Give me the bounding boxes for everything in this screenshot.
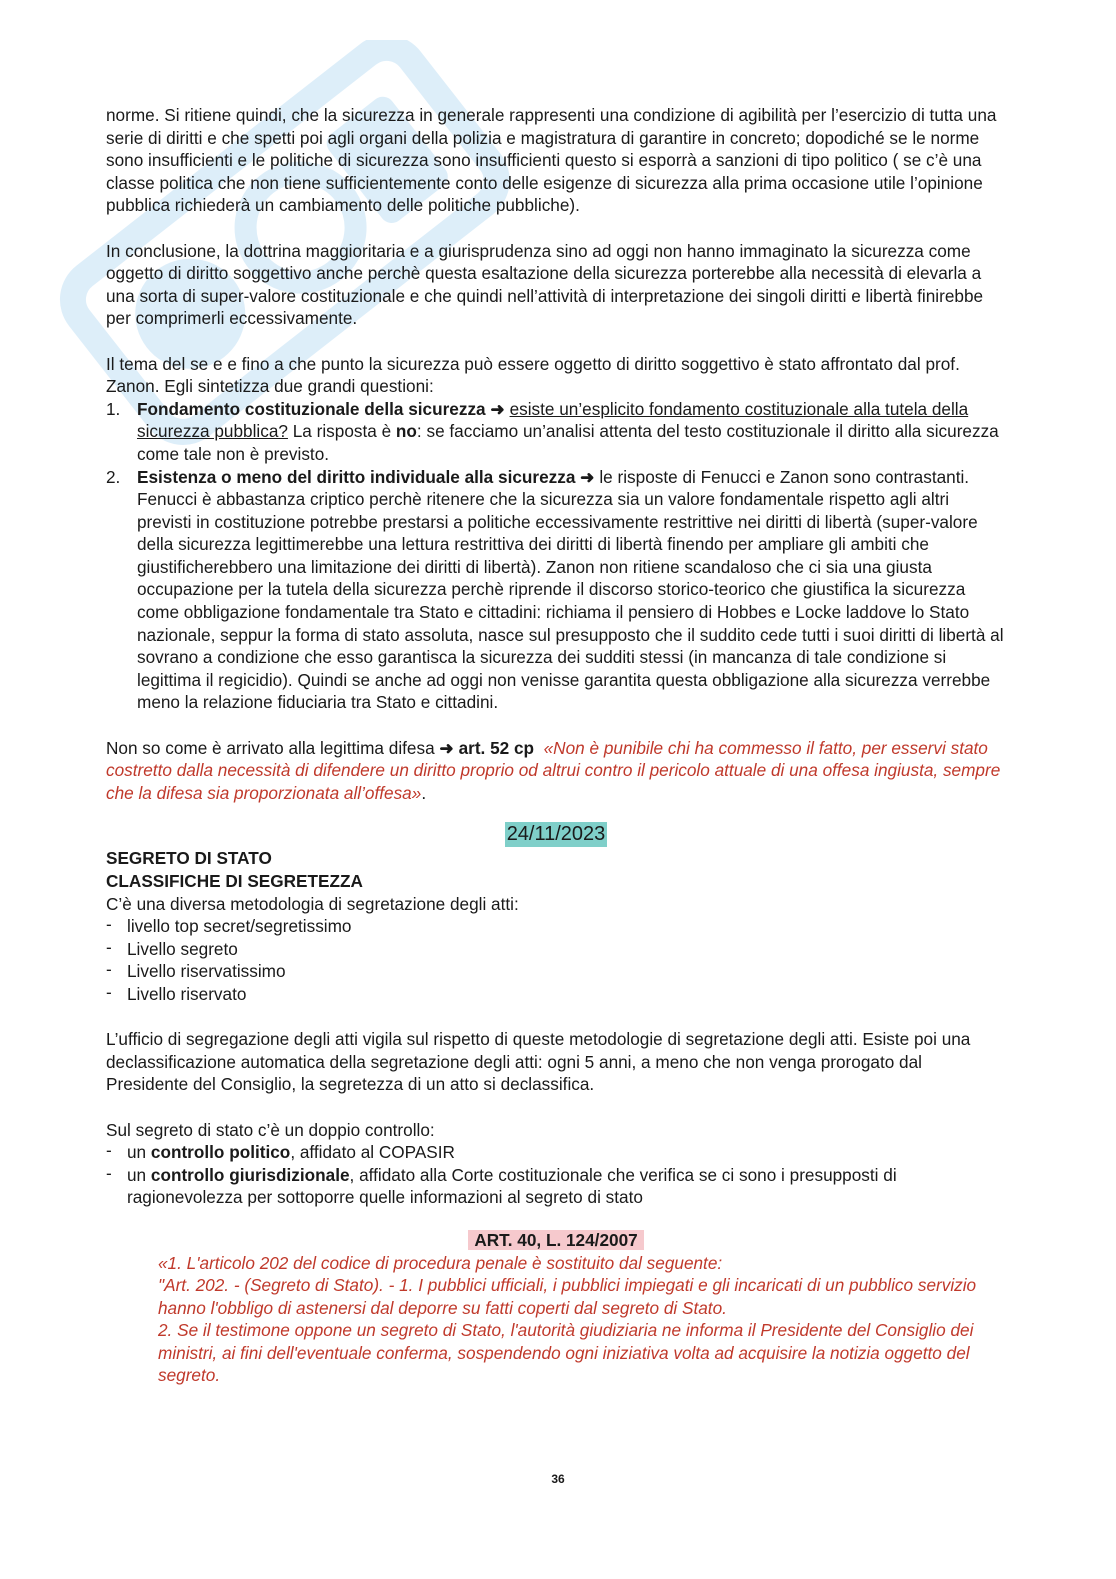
list-number: 1.	[106, 398, 121, 419]
quote-line: "Art. 202. - (Segreto di Stato). - 1. I pubblici ufficiali, i pubblici impiegati e gli incaricati di un pubblico servizio hanno l'obbligo di astenersi dal deporre su fatti coperti dal segreto di Stato.	[158, 1275, 977, 1318]
paragraph-metodologia: C’è una diversa metodologia di segretazione degli atti:	[106, 893, 519, 914]
text: un	[127, 1164, 151, 1185]
paragraph-declassificazione: L’ufficio di segregazione degli atti vigila sul rispetto di queste metodologie di segretazione degli atti. Esiste poi una declassificazione automatica della segretazione degli atti: ogni 5 anni, a meno che non venga prorogato dal Presidente del Consiglio, la segretezza di un atto si declassifica.	[106, 1029, 971, 1095]
subsection-title: CLASSIFICHE DI SEGRETEZZA	[106, 871, 363, 891]
answer-text: La risposta è	[287, 421, 396, 442]
control-type: controllo giurisdizionale	[150, 1164, 350, 1185]
level-label: Livello riservato	[127, 983, 247, 1004]
question-underlined: esiste un’esplicito fondamento costituzionale alla tutela della sicurezza pubblica?	[137, 398, 969, 442]
answer-text: le risposte di Fenucci e Zanon sono contrastanti. Fenucci è abbastanza criptico perchè ritenere che la sicurezza sia un valore fondamentale rispetto agli altri previsti in costituzione potrebbe prestarsi a politiche eccessivamente restrittive nei diritti di libertà (super-valore della sicurezza legittimerebbe una lettura restrittiva dei diritti di libertà finendo per ampliare gli ambiti che giustificherebbero una limitazione dei diritti di libertà). Zanon non ritiene scandaloso che ci sia una giusta occupazione per la tutela della sicurezza perchè riprende il discorso storico-teorico che giustifica la sicurezza come obbligazione fondamentale tra Stato e cittadini: richiama il pensiero di Hobbes e Locke laddove lo Stato nazionale, seppur la forma di stato assoluta, nasce sul presupposto che il suddito cede tutti i suoi diritti di libertà al sovrano a condizione che esso garantisca la sicurezza dei sudditi stessi (in mancanza di tale condizione si legittima il regicidio). Quindi se anche ad oggi non venisse garantita questa obbligazione alla sicurezza verrebbe meno la relazione fiduciaria tra Stato e cittadini.	[137, 466, 1004, 713]
quote-line: 2. Se il testimone oppone un segreto di Stato, l'autorità giudiziaria ne informa il Presidente del Consiglio dei ministri, ai fini dell'eventuale conferma, sospendendo ogni iniziativa volta ad acquisire la notizia oggetto del segreto.	[158, 1320, 974, 1386]
list-item	[106, 1164, 1006, 1209]
level-label: Livello riservatissimo	[127, 961, 286, 982]
article-reference: ➜ art. 52 cp	[439, 737, 535, 758]
questions-list	[106, 398, 1006, 714]
list-item	[106, 938, 1006, 961]
article-quote-block	[106, 1252, 1006, 1388]
list-item	[106, 960, 1006, 983]
dash-bullet: -	[106, 1140, 112, 1161]
dash-bullet: -	[106, 1162, 112, 1183]
level-label: livello top secret/segretissimo	[127, 916, 352, 937]
quote-line: «1. L'articolo 202 del codice di procedura penale è sostituito dal seguente:	[158, 1252, 723, 1273]
list-item	[106, 1141, 1006, 1164]
document-body	[106, 104, 1006, 1387]
question-title: Esistenza o meno del diritto individuale alla sicurezza ➜	[137, 466, 595, 487]
dash-bullet: -	[106, 959, 112, 980]
paragraph-zanon-intro: Il tema del se e e fino a che punto la sicurezza può essere oggetto di diritto soggettivo è stato affrontato dal prof. Zanon. Egli sintetizza due grandi questioni:	[106, 353, 960, 397]
control-type: controllo politico	[150, 1142, 291, 1163]
question-title: Fondamento costituzionale della sicurezza ➜	[137, 398, 505, 419]
paragraph-doppio-controllo: Sul segreto di stato c’è un doppio controllo:	[106, 1119, 435, 1140]
list-item	[106, 466, 1006, 715]
paragraph-legittima-difesa	[106, 737, 1006, 805]
answer-bold: no	[395, 421, 417, 442]
paragraph-conclusion: In conclusione, la dottrina maggioritaria e a giurisprudenza sino ad oggi non hanno immaginato la sicurezza come oggetto di diritto soggettivo anche perchè questa esaltazione della sicurezza porterebbe alla necessità di elevarla a una sorta di super-valore costituzionale e che quindi nell’attività di interpretazione dei singoli diritti e libertà finirebbe per comprimerli eccessivamente.	[106, 240, 984, 329]
dash-bullet: -	[106, 914, 112, 935]
list-item	[106, 915, 1006, 938]
date-header	[106, 822, 1006, 847]
dash-bullet: -	[106, 981, 112, 1002]
paragraph-security-conditions: norme. Si ritiene quindi, che la sicurezza in generale rappresenti una condizione di agibilità per l’esercizio di tutta una serie di diritti e che spetti poi agli organi della polizia e magistratura di garantire in concreto; dopodiché se le norme sono insufficienti e le politiche di sicurezza sono insufficienti questo si esporrà a sanzioni di tipo politico ( se c’è una classe politica che non tiene sufficientemente conto delle esigenze di sicurezza alla prima occasione utile l’opinione pubblica richiederà un cambiamento delle politiche pubbliche).	[106, 105, 997, 216]
section-title: SEGRETO DI STATO	[106, 848, 272, 869]
controls-list	[106, 1141, 1006, 1209]
text: , affidato al COPASIR	[290, 1142, 455, 1163]
list-item	[106, 983, 1006, 1006]
article-header	[106, 1229, 1006, 1252]
answer-text: : se facciamo un’analisi attenta del testo costituzionale il diritto alla sicurezza come tale non è previsto.	[137, 421, 999, 464]
list-number: 2.	[106, 466, 121, 487]
list-item	[106, 398, 1006, 466]
text: .	[421, 782, 427, 803]
article-title: ART. 40, L. 124/2007	[468, 1230, 643, 1250]
secrecy-levels-list	[106, 915, 1006, 1005]
text: un	[127, 1142, 151, 1163]
text: , affidato alla Corte costituzionale che verifica se ci sono i presupposti di ragionevolezza per sottoporre quelle informazioni al segreto di stato	[127, 1164, 897, 1208]
page-number: 36	[551, 1472, 565, 1486]
text: Non so come è arrivato alla legittima difesa	[106, 737, 440, 758]
article-quote: «Non è punibile chi ha commesso il fatto, per esservi stato costretto dalla necessità di difendere un diritto proprio od altrui contro il pericolo attuale di una offesa ingiusta, sempre che la difesa sia proporzionata all’offesa»	[106, 737, 1001, 803]
lecture-date: 24/11/2023	[506, 823, 606, 846]
dash-bullet: -	[106, 936, 112, 957]
level-label: Livello segreto	[127, 938, 238, 959]
